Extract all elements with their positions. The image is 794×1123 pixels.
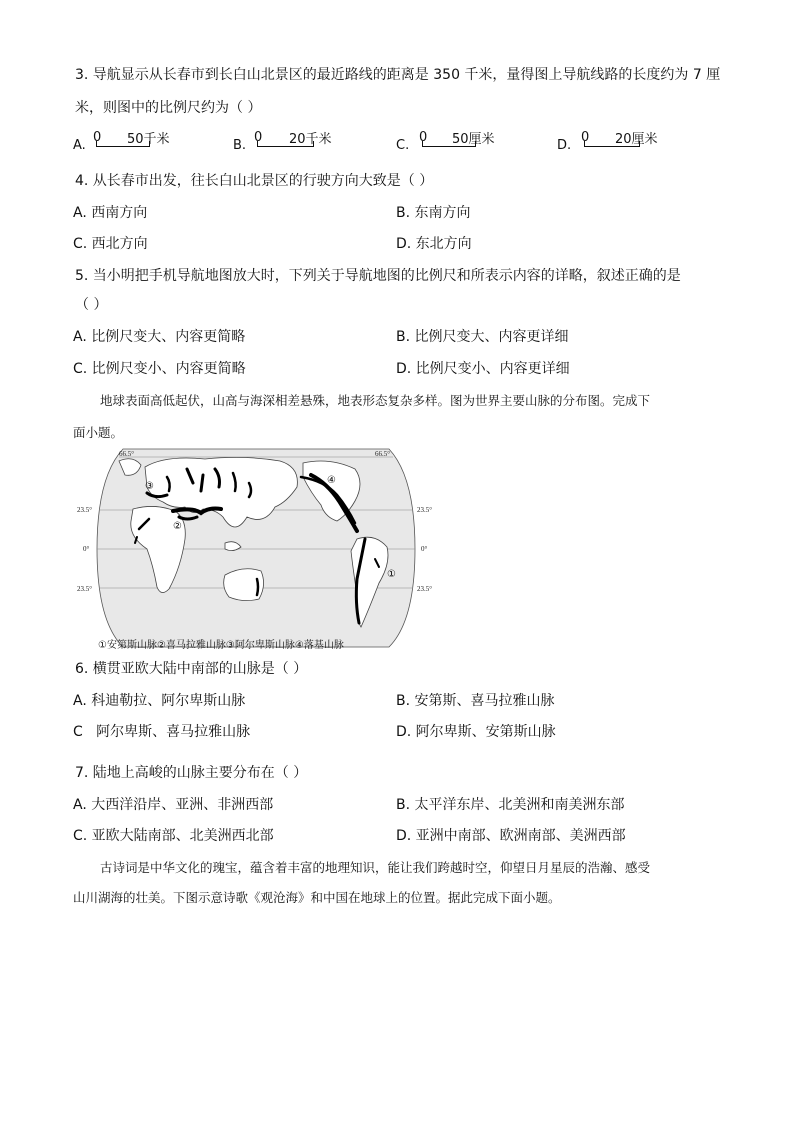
- q3-option-a[interactable]: [73, 130, 183, 154]
- marker-andes: ①: [387, 569, 396, 580]
- q6-stem: 6. 横贯亚欧大陆中南部的山脉是（ ）: [75, 661, 308, 677]
- scale-value: 20厘米: [615, 132, 658, 147]
- q4-option-b[interactable]: B. 东南方向: [396, 205, 471, 221]
- lat-label: 66.5°: [375, 450, 391, 458]
- scale-zero: 0: [419, 130, 428, 145]
- lat-label: 0°: [83, 545, 90, 553]
- intro2-line2: 山川湖海的壮美。下图示意诗歌《观沧海》和中国在地球上的位置。据此完成下面小题。: [73, 890, 561, 905]
- q4-option-a[interactable]: A. 西南方向: [73, 205, 148, 221]
- q6-option-d[interactable]: D. 阿尔卑斯、安第斯山脉: [396, 724, 556, 740]
- option-text: 阿尔卑斯、喜马拉雅山脉: [96, 724, 251, 740]
- q3-option-d[interactable]: [557, 130, 667, 154]
- lat-label: 23.5°: [417, 506, 433, 514]
- q5-option-c[interactable]: C. 比例尺变小、内容更简略: [73, 361, 246, 377]
- q5-stem-line1: 5. 当小明把手机导航地图放大时，下列关于导航地图的比例尺和所表示内容的详略，叙述正确的是: [75, 268, 681, 284]
- intro2-line1: 古诗词是中华文化的瑰宝，蕴含着丰富的地理知识，能让我们跨越时空，仰望日月星辰的浩瀚、感受: [100, 860, 651, 875]
- lat-label: 23.5°: [77, 506, 93, 514]
- q7-stem: 7. 陆地上高峻的山脉主要分布在（ ）: [75, 765, 308, 781]
- scale-zero: 0: [254, 130, 263, 145]
- q5-option-d[interactable]: D. 比例尺变小、内容更详细: [396, 361, 570, 377]
- q3-stem-line2: 米，则图中的比例尺约为（ ）: [75, 100, 262, 116]
- scale-bar: [422, 141, 476, 147]
- q3-stem-line1: 3. 导航显示从长春市到长白山北景区的最近路线的距离是 350 千米，量得图上导航线路的长度约为 7 厘: [75, 67, 721, 83]
- intro1-line2: 面小题。: [73, 425, 124, 440]
- q4-stem: 4. 从长春市出发，往长白山北景区的行驶方向大致是（ ）: [75, 173, 434, 189]
- marker-himalaya: ②: [173, 521, 182, 532]
- scale-bar: [257, 141, 314, 147]
- lat-label: 0°: [421, 545, 428, 553]
- q5-option-b[interactable]: B. 比例尺变大、内容更详细: [396, 329, 569, 345]
- lat-label: 23.5°: [77, 585, 93, 593]
- scale-value: 50厘米: [452, 132, 495, 147]
- lat-label: 66.5°: [119, 450, 135, 458]
- q3-option-c[interactable]: [396, 130, 506, 154]
- marker-rockies: ④: [327, 475, 336, 486]
- q5-option-a[interactable]: A. 比例尺变大、内容更简略: [73, 329, 246, 345]
- scale-value: 50千米: [127, 132, 170, 147]
- scale-zero: 0: [581, 130, 590, 145]
- q6-option-c[interactable]: [73, 723, 250, 741]
- q7-option-b[interactable]: B. 太平洋东岸、北美洲和南美洲东部: [396, 797, 625, 813]
- q7-option-d[interactable]: D. 亚洲中南部、欧洲南部、美洲西部: [396, 828, 626, 844]
- option-letter: A.: [73, 138, 86, 153]
- scale-bar: [584, 141, 640, 147]
- map-caption: ①安第斯山脉②喜马拉雅山脉③阿尔卑斯山脉④落基山脉: [98, 640, 344, 651]
- q7-option-c[interactable]: C. 亚欧大陆南部、北美洲西北部: [73, 828, 274, 844]
- scale-value: 20千米: [289, 132, 332, 147]
- q6-option-b[interactable]: B. 安第斯、喜马拉雅山脉: [396, 693, 555, 709]
- q3-option-b[interactable]: [233, 130, 343, 154]
- q4-option-c[interactable]: C. 西北方向: [73, 236, 148, 252]
- q7-option-a[interactable]: A. 大西洋沿岸、亚洲、非洲西部: [73, 797, 274, 813]
- marker-alps: ③: [145, 481, 154, 492]
- q4-option-d[interactable]: D. 东北方向: [396, 236, 472, 252]
- scale-zero: 0: [93, 130, 102, 145]
- option-letter: B.: [233, 138, 247, 153]
- world-mountains-map: [75, 447, 437, 653]
- intro1-line1: 地球表面高低起伏，山高与海深相差悬殊，地表形态复杂多样。图为世界主要山脉的分布图。完成下: [100, 393, 651, 408]
- lat-label: 23.5°: [417, 585, 433, 593]
- q6-option-a[interactable]: A. 科迪勒拉、阿尔卑斯山脉: [73, 693, 246, 709]
- option-letter: C.: [396, 138, 410, 153]
- option-letter: D.: [557, 138, 572, 153]
- option-letter: C: [73, 724, 83, 740]
- q5-stem-line2: （ ）: [75, 297, 108, 313]
- scale-bar: [96, 141, 150, 147]
